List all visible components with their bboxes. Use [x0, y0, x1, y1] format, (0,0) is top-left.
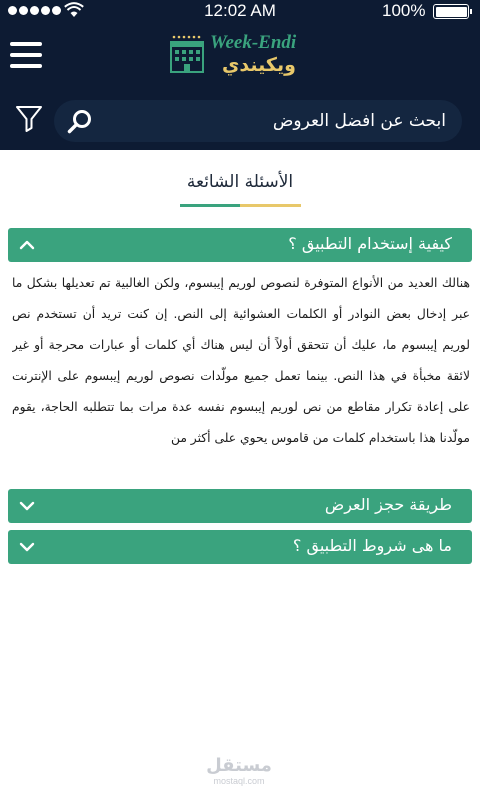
search-bar	[0, 90, 480, 150]
hotel-building-icon	[168, 34, 206, 74]
faq-answer-text: هنالك العديد من الأنواع المتوفرة لنصوص لوريم إيبسوم، ولكن الغالبية تم تعديلها بشكل ما عبر إدخال بعض النوادر أو الكلمات العشوائية إلى النص. إن كنت تريد أن تستخدم نص لوريم إيبسوم ما، عليك أن تتحقق أولاً أن ليس هناك أي كلمات أو عبارات محرجة أو غير لائقة مخبأة في هذا النص. بينما تعمل جميع مولّدات نصوص لوريم إيبسوم على الإنترنت على إعادة تكرار مقاطع من نص لوريم إيبسوم نفسه عدة مرات بما تتطلبه الحاجة، يقوم مولّدنا هذا باستخدام كلمات من قاموس يحوي على أكثر من	[12, 276, 470, 445]
faq-item-terms[interactable]	[8, 530, 472, 564]
battery-percent: 100%	[382, 1, 426, 20]
status-bar	[0, 0, 480, 22]
logo-latin-text: Week-Endi	[210, 32, 297, 53]
app-header	[0, 22, 480, 90]
page-title: الأسئلة الشائعة	[186, 172, 294, 192]
watermark	[206, 756, 272, 786]
faq-item-label: كيفية إستخدام التطبيق ؟	[288, 234, 452, 253]
chevron-up-icon	[18, 237, 36, 253]
chevron-down-icon	[18, 539, 36, 555]
status-time: 12:02 AM	[204, 1, 276, 20]
search-input[interactable]	[98, 104, 450, 138]
hamburger-menu-icon[interactable]	[10, 42, 42, 68]
logo-arabic-text: ويكيندي	[222, 54, 296, 76]
title-underline	[180, 204, 301, 207]
app-logo	[166, 30, 314, 76]
faq-item-label: طريقة حجز العرض	[324, 495, 452, 514]
battery-icon	[433, 4, 469, 19]
watermark-latin: mostaql.com	[213, 776, 265, 786]
faq-item-usage[interactable]	[8, 228, 472, 262]
search-icon[interactable]	[66, 108, 94, 136]
search-field[interactable]	[54, 100, 462, 142]
filter-funnel-icon[interactable]	[14, 103, 44, 133]
chevron-down-icon	[18, 498, 36, 514]
watermark-arabic: مستقل	[206, 755, 272, 776]
faq-item-booking[interactable]	[8, 489, 472, 523]
faq-item-label: ما هى شروط التطبيق ؟	[292, 536, 452, 555]
